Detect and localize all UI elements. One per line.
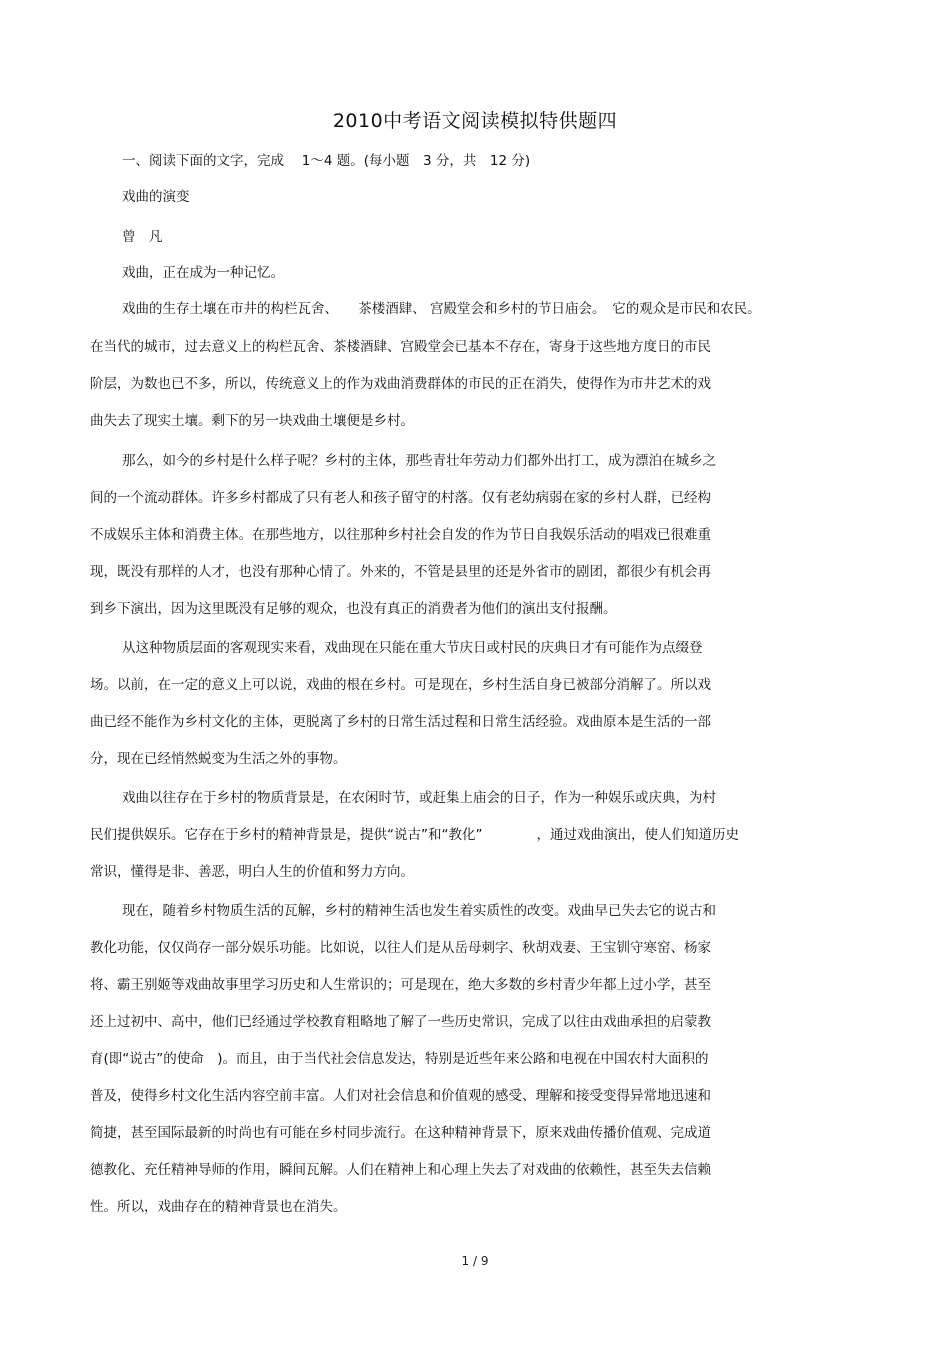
paragraph-line: 常识，懂得是非、善恶，明白人生的价值和努力方向。 — [90, 864, 414, 880]
article-title: 戏曲的演变 — [122, 189, 190, 205]
paragraph-line: 在当代的城市，过去意义上的构栏瓦舍、茶楼酒肆、宫殿堂会已基本不存在，寄身于这些地方度日的市民 — [90, 339, 711, 355]
paragraph-line: 曲已经不能作为乡村文化的主体，更脱离了乡村的日常生活过程和日常生活经验。戏曲原本是生活的一部 — [90, 714, 711, 730]
paragraph-line: 德教化、充任精神导师的作用，瞬间瓦解。人们在精神上和心理上失去了对戏曲的依赖性，甚至失去信赖 — [90, 1162, 711, 1178]
paragraph-line: 教化功能，仅仅尚存一部分娱乐功能。比如说，以往人们是从岳母刺字、秋胡戏妻、王宝钏守寒窑、杨家 — [90, 940, 711, 956]
paragraph-line: 曲失去了现实土壤。剩下的另一块戏曲土壤便是乡村。 — [90, 413, 414, 429]
paragraph-line: 不成娱乐主体和消费主体。在那些地方，以往那种乡村社会自发的作为节日自我娱乐活动的唱戏已很难重 — [90, 527, 711, 543]
paragraph-line: 简捷，甚至国际最新的时尚也有可能在乡村同步流行。在这种精神背景下，原来戏曲传播价值观、完成道 — [90, 1125, 711, 1141]
paragraph-line: 民们提供娱乐。它存在于乡村的精神背景是，提供“说古”和“教化” ，通过戏曲演出，使人们知道历史 — [90, 827, 739, 843]
paragraph-line: 现在，随着乡村物质生活的瓦解，乡村的精神生活也发生着实质性的改变。戏曲早已失去它的说古和 — [122, 903, 716, 919]
article-author: 曾 凡 — [122, 229, 163, 245]
paragraph-line: 育(即“说古”的使命 )。而且，由于当代社会信息发达，特别是近些年来公路和电视在中国农村大面积的 — [90, 1051, 709, 1067]
paragraph-line: 分，现在已经悄然蜕变为生活之外的事物。 — [90, 751, 347, 767]
paragraph-line: 戏曲，正在成为一种记忆。 — [122, 265, 284, 281]
paragraph-line: 到乡下演出，因为这里既没有足够的观众，也没有真正的消费者为他们的演出支付报酬。 — [90, 601, 617, 617]
document-title: 2010中考语文阅读模拟特供题四 — [332, 110, 618, 132]
paragraph-line: 戏曲的生存土壤在市井的构栏瓦舍、 茶楼酒肆、 宫殿堂会和乡村的节日庙会。 它的观众是市民和农民。 — [122, 301, 761, 317]
question-instruction: 一、阅读下面的文字，完成 1～4 题。(每小题 3 分，共 12 分) — [122, 153, 531, 169]
page-number: 1 / 9 — [461, 1254, 489, 1268]
paragraph-line: 普及，使得乡村文化生活内容空前丰富。人们对社会信息和价值观的感受、理解和接受变得异常地迅速和 — [90, 1088, 711, 1104]
paragraph-line: 将、霸王别姬等戏曲故事里学习历史和人生常识的；可是现在，绝大多数的乡村青少年都上过小学，甚至 — [90, 977, 711, 993]
paragraph-line: 现，既没有那样的人才，也没有那种心情了。外来的，不管是县里的还是外省市的剧团，都很少有机会再 — [90, 564, 711, 580]
paragraph-line: 戏曲以往存在于乡村的物质背景是，在农闲时节，或赶集上庙会的日子，作为一种娱乐或庆典，为村 — [122, 790, 716, 806]
paragraph-line: 从这种物质层面的客观现实来看，戏曲现在只能在重大节庆日或村民的庆典日才有可能作为点缀登 — [122, 640, 703, 656]
paragraph-line: 还上过初中、高中，他们已经通过学校教育粗略地了解了一些历史常识，完成了以往由戏曲承担的启蒙教 — [90, 1014, 711, 1030]
paragraph-line: 场。以前，在一定的意义上可以说，戏曲的根在乡村。可是现在，乡村生活自身已被部分消解了。所以戏 — [90, 677, 711, 693]
paragraph-line: 性。所以，戏曲存在的精神背景也在消失。 — [90, 1199, 347, 1215]
paragraph-line: 间的一个流动群体。许多乡村都成了只有老人和孩子留守的村落。仅有老幼病弱在家的乡村人群，已经构 — [90, 490, 711, 506]
paragraph-line: 那么，如今的乡村是什么样子呢？乡村的主体，那些青壮年劳动力们都外出打工，成为漂泊在城乡之 — [122, 453, 716, 469]
paragraph-line: 阶层，为数也已不多，所以，传统意义上的作为戏曲消费群体的市民的正在消失，使得作为市井艺术的戏 — [90, 376, 711, 392]
